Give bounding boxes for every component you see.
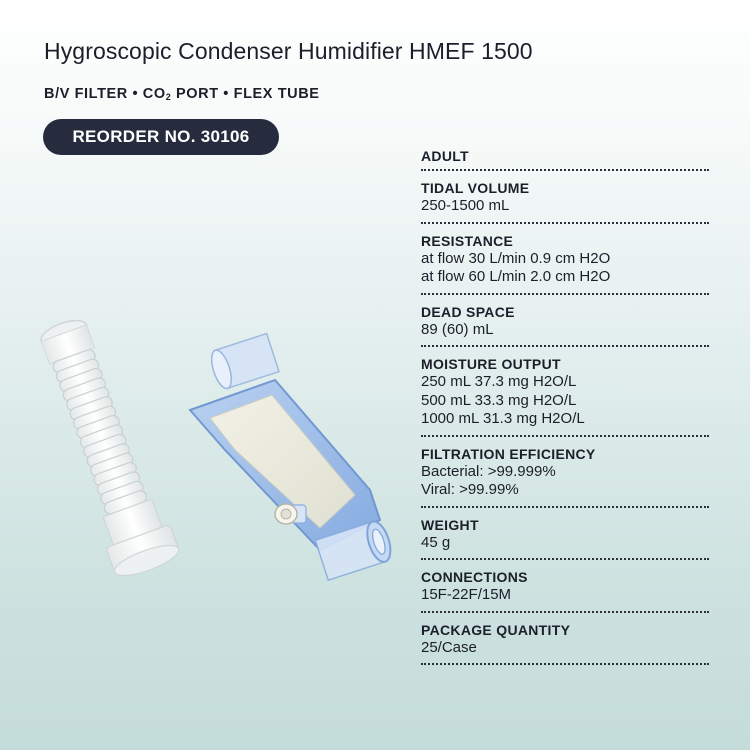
flex-tube <box>28 312 182 581</box>
spec-value: Bacterial: >99.999% <box>421 462 556 480</box>
spec-package-quantity <box>421 621 709 666</box>
spec-label: FILTRATION EFFICIENCY <box>421 445 596 462</box>
spec-value: 15F-22F/15M <box>421 586 512 603</box>
spec-value: 89 (60) mL <box>421 320 494 338</box>
spec-value: at flow 30 L/min 0.9 cm H2O <box>421 249 611 267</box>
spec-label: DEAD SPACE <box>421 303 515 320</box>
subtitle-part1: B/V FILTER • CO <box>44 86 166 102</box>
spec-label: ADULT <box>421 148 469 164</box>
spec-value: at flow 60 L/min 2.0 cm H2O <box>421 268 611 285</box>
spec-label: TIDAL VOLUME <box>421 180 530 196</box>
spec-label: MOISTURE OUTPUT <box>421 356 561 372</box>
subtitle-part2: PORT • FLEX TUBE <box>171 86 320 102</box>
spec-value: Viral: >99.99% <box>421 481 519 498</box>
spec-value: 500 mL 33.3 mg H2O/L <box>421 391 577 409</box>
co2-port-cap <box>275 504 306 524</box>
spec-connections <box>421 568 709 613</box>
spec-value: 1000 mL 31.3 mg H2O/L <box>421 410 585 427</box>
subtitle-subscript: 2 <box>165 92 172 102</box>
hmef-filter <box>190 334 395 581</box>
product-image <box>20 300 420 630</box>
reorder-badge <box>43 119 279 155</box>
spec-list <box>421 147 709 673</box>
reorder-label: REORDER NO. 30106 <box>72 127 250 146</box>
spec-tidal-volume <box>421 179 709 224</box>
product-subtitle <box>44 86 320 102</box>
spec-label: PACKAGE QUANTITY <box>421 621 571 638</box>
spec-label: CONNECTIONS <box>421 569 528 585</box>
spec-value: 250-1500 mL <box>421 197 510 214</box>
spec-adult <box>421 147 709 171</box>
spec-label: WEIGHT <box>421 516 479 533</box>
spec-weight <box>421 516 709 561</box>
product-title: Hygroscopic Condenser Humidifier HMEF 1500 <box>44 38 533 64</box>
spec-filtration-efficiency <box>421 445 709 508</box>
spec-resistance <box>421 232 709 295</box>
spec-moisture-output <box>421 355 709 437</box>
spec-label: RESISTANCE <box>421 232 514 249</box>
spec-value: 250 mL 37.3 mg H2O/L <box>421 373 577 390</box>
spec-dead-space <box>421 303 709 348</box>
spec-value: 25/Case <box>421 638 477 656</box>
spec-value: 45 g <box>421 533 451 551</box>
